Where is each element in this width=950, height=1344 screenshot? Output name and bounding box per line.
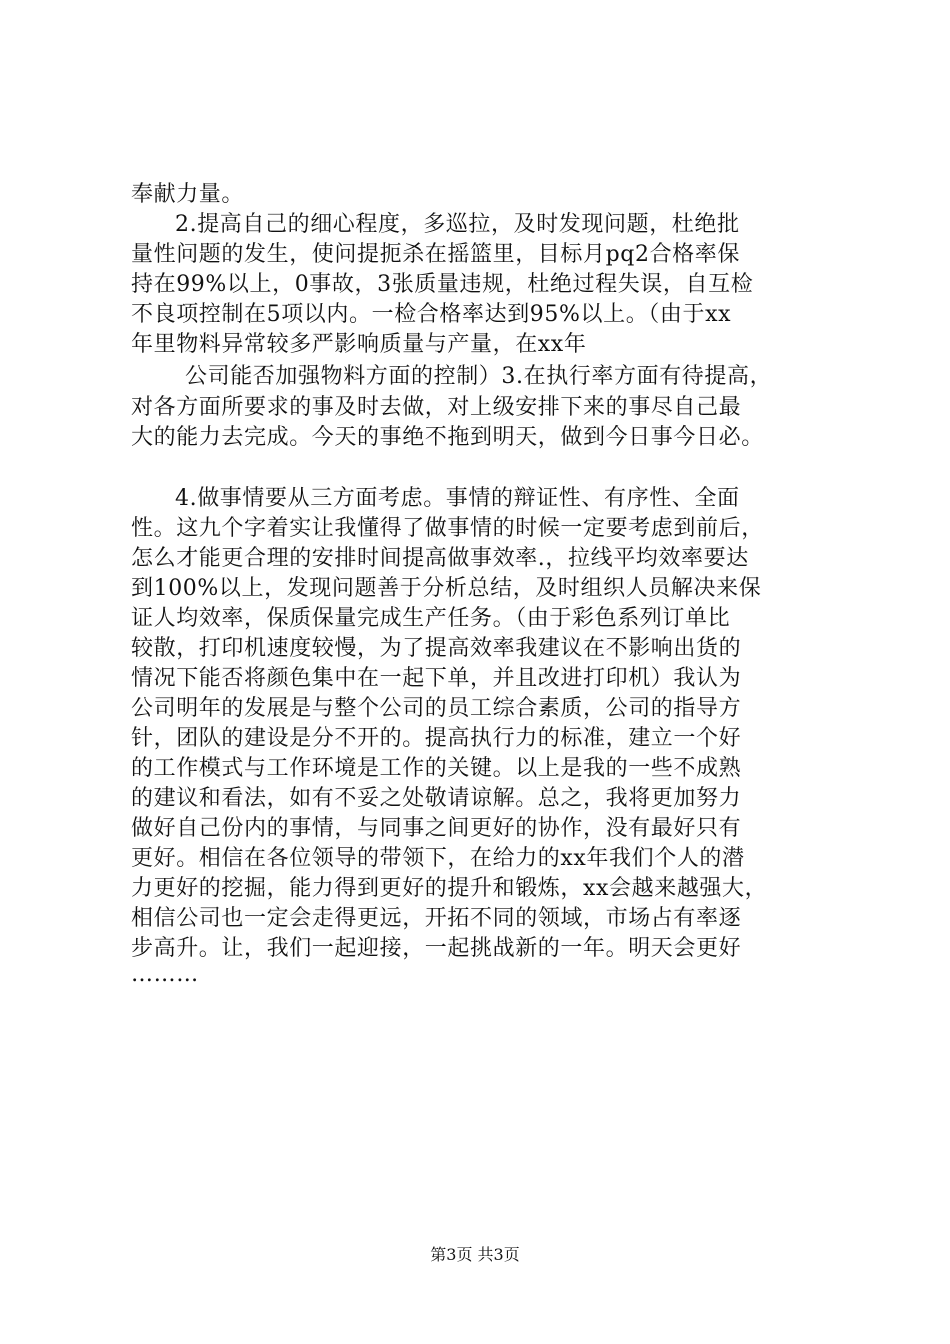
text-line: 到100%以上，发现问题善于分析总结，及时组织人员解决来保	[131, 576, 762, 601]
text-line: 力更好的挖掘，能力得到更好的提升和锻炼，xx会越来越强大，	[131, 876, 768, 901]
text-line: 针，团队的建设是分不开的。提高执行力的标准，建立一个好	[131, 726, 742, 751]
text-line: 持在99%以上，0事故，3张质量违规，杜绝过程失误，自互检	[131, 272, 754, 297]
text-line: 相信公司也一定会走得更远，开拓不同的领域，市场占有率逐	[131, 906, 742, 931]
text-line: 不良项控制在5项以内。一检合格率达到95%以上。（由于xx	[131, 302, 732, 327]
text-line: 步高升。让，我们一起迎接，一起挑战新的一年。明天会更好	[131, 936, 742, 961]
page-number-footer: 第3页 共3页	[430, 1245, 520, 1264]
text-line: 的建议和看法，如有不妥之处敬请谅解。总之，我将更加努力	[131, 786, 742, 811]
text-line: 的工作模式与工作环境是工作的关键。以上是我的一些不成熟	[131, 756, 742, 781]
text-line: 较散，打印机速度较慢，为了提高效率我建议在不影响出货的	[131, 636, 742, 661]
text-line: 公司能否加强物料方面的控制）3.在执行率方面有待提高，	[185, 364, 773, 389]
text-line: 性。这九个字着实让我懂得了做事情的时候一定要考虑到前后，	[131, 516, 764, 541]
text-line: 对各方面所要求的事及时去做，对上级安排下来的事尽自己最	[131, 395, 742, 420]
text-line: 4.做事情要从三方面考虑。事情的辩证性、有序性、全面	[175, 486, 740, 511]
text-line: 年里物料异常较多严影响质量与产量，在xx年	[131, 332, 587, 357]
text-line: 怎么才能更合理的安排时间提高做事效率.，拉线平均效率要达	[131, 546, 749, 571]
text-line: 2.提高自己的细心程度，多巡拉，及时发现问题，杜绝批	[175, 212, 740, 237]
text-line: 情况下能否将颜色集中在一起下单，并且改进打印机）我认为	[131, 666, 742, 691]
text-line: 证人均效率，保质保量完成生产任务。（由于彩色系列订单比	[131, 606, 731, 631]
text-line: 更好。相信在各位领导的带领下，在给力的xx年我们个人的潜	[131, 846, 745, 871]
text-line: ………	[131, 962, 199, 987]
text-line: 大的能力去完成。今天的事绝不拖到明天，做到今日事今日必。	[131, 425, 764, 450]
text-line: 量性问题的发生，使问提扼杀在摇篮里，目标月pq2合格率保	[131, 242, 740, 267]
text-line: 奉献力量。	[131, 182, 245, 207]
text-line: 做好自己份内的事情，与同事之间更好的协作，没有最好只有	[131, 816, 742, 841]
text-line: 公司明年的发展是与整个公司的员工综合素质，公司的指导方	[131, 696, 742, 721]
